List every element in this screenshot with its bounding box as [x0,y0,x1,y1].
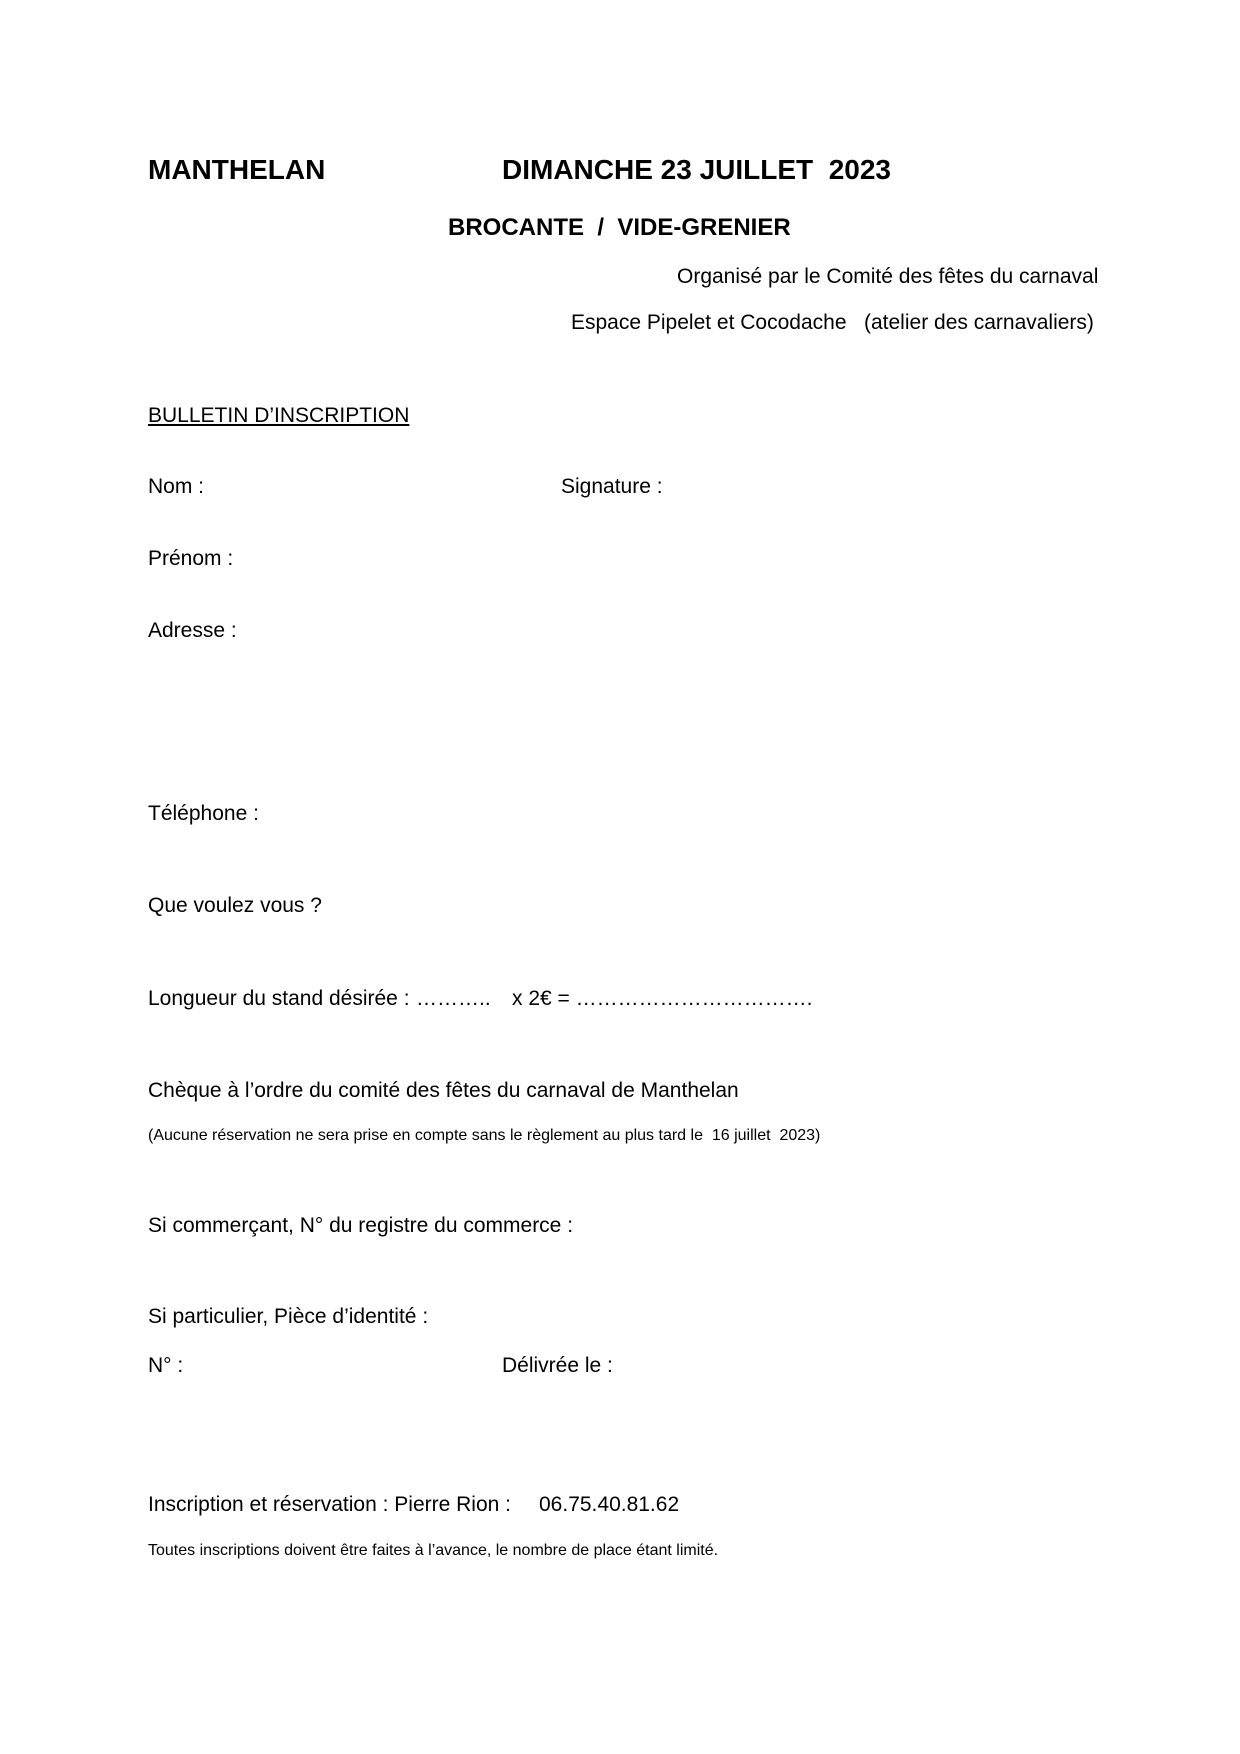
venue-name: Espace Pipelet et Cocodache [571,311,847,334]
cheque-line: Chèque à l’ordre du comité des fêtes du carnaval de Manthelan [148,1079,739,1102]
commercant-label: Si commerçant, N° du registre du commerce : [148,1214,574,1237]
stand-length-dots: ……….. [416,987,491,1010]
adresse-label: Adresse : [148,619,237,642]
contact-label: Inscription et réservation : Pierre Rion : [148,1493,511,1516]
town-heading: MANTHELAN [148,154,326,185]
contact-phone: 06.75.40.81.62 [539,1493,680,1516]
cheque-deadline-note: (Aucune réservation ne sera prise en compte sans le règlement au plus tard le 16 juillet 2023) [148,1127,821,1144]
question-label: Que voulez vous ? [148,894,322,917]
id-number-label: N° : [148,1354,184,1377]
signature-label: Signature : [561,475,663,498]
organizer-line: Organisé par le Comité des fêtes du carnaval [677,265,1099,288]
advance-registration-notice: Toutes inscriptions doivent être faites à l’avance, le nombre de place étant limité. [148,1542,719,1559]
event-date-heading: DIMANCHE 23 JUILLET 2023 [502,154,891,185]
particulier-label: Si particulier, Pièce d’identité : [148,1305,429,1328]
stand-price-line: x 2€ = ……………………………. [512,987,813,1010]
nom-label: Nom : [148,475,205,498]
event-title: BROCANTE / VIDE-GRENIER [448,214,791,241]
id-issued-date-label: Délivrée le : [502,1354,613,1377]
stand-length-label: Longueur du stand désirée : [148,987,410,1010]
telephone-label: Téléphone : [148,802,259,825]
venue-note: (atelier des carnavaliers) [864,311,1094,334]
prenom-label: Prénom : [148,547,234,570]
form-title: BULLETIN D’INSCRIPTION [148,404,410,427]
